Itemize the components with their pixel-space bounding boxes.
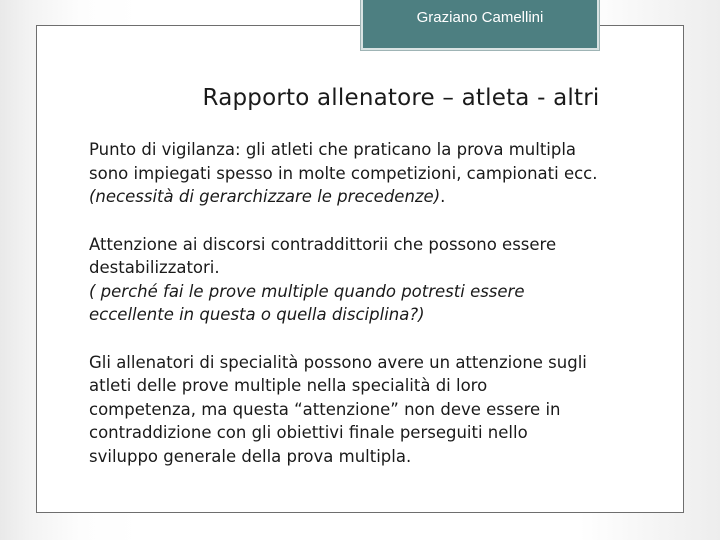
author-tab	[361, 0, 599, 50]
body-line-italic-note	[89, 185, 669, 209]
body-line: Punto di vigilanza: gli atleti che praticano la prova multipla	[89, 140, 577, 159]
body-line: competenza, ma questa “attenzione” non deve essere in	[89, 399, 561, 419]
italic-note: (necessità di gerarchizzare le precedenze)	[89, 187, 441, 206]
slide-title: Rapporto allenatore – atleta - altri	[202, 85, 600, 111]
body-line: Gli allenatori di specialità possono avere un attenzione sugli	[89, 352, 587, 372]
paragraph-vigilanza	[89, 138, 669, 209]
body-line: sono impiegati spesso in molte competizioni, campionati ecc.	[89, 163, 598, 183]
italic-question: eccellente in questa o quella disciplina?)	[89, 305, 425, 324]
body-line: atleti delle prove multiple nella specialità di loro	[89, 376, 488, 395]
sentence-end: .	[440, 187, 446, 206]
author-name: Graziano Camellini	[416, 9, 544, 26]
body-line: sviluppo generale della prova multipla.	[89, 446, 412, 466]
slide-body	[89, 138, 669, 492]
italic-question: ( perché fai le prove multiple quando potresti essere	[89, 281, 525, 301]
body-line: contraddizione con gli obiettivi finale perseguiti nello	[89, 423, 528, 442]
body-line: destabilizzatori.	[89, 258, 220, 277]
body-line: Attenzione ai discorsi contraddittorii che possono essere	[89, 234, 557, 254]
paragraph-attenzione	[89, 233, 669, 327]
paragraph-allenatori	[89, 351, 669, 469]
